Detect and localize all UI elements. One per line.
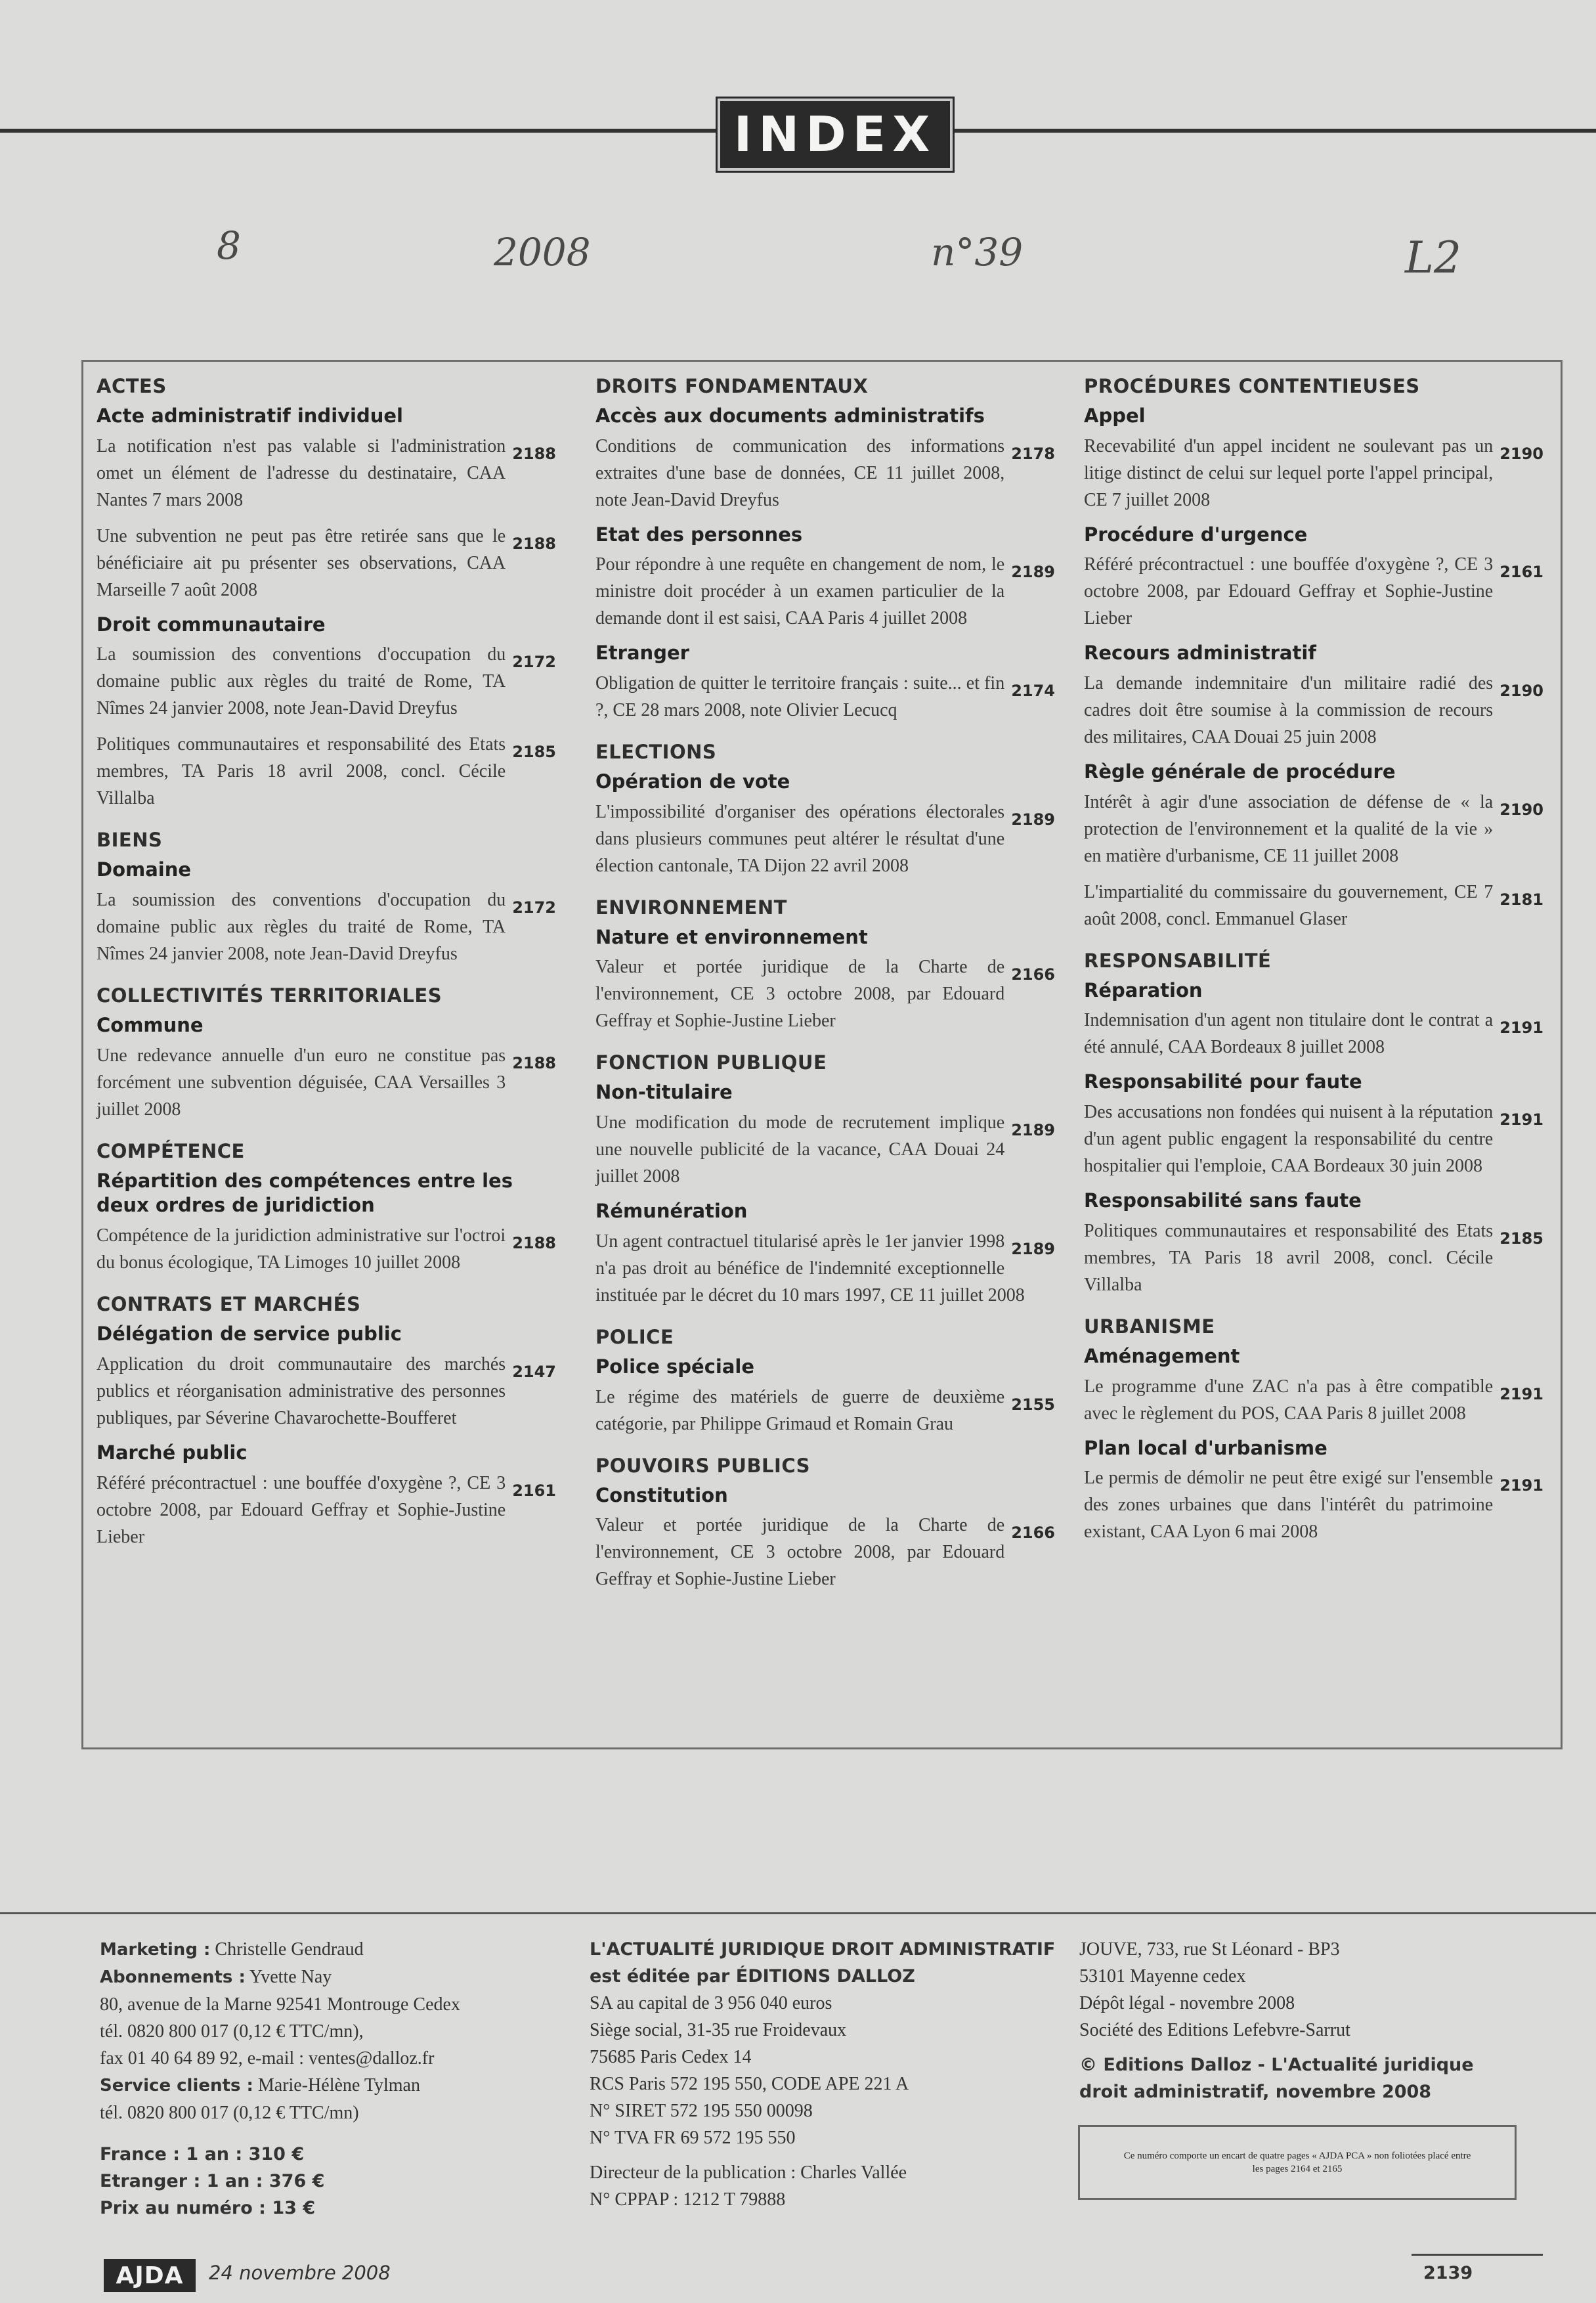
entry-page: 2189 [1011, 810, 1055, 829]
subsection-title: Nature et environnement [595, 925, 868, 948]
subsection-title: Procédure d'urgence [1084, 523, 1308, 546]
index-entry [97, 641, 556, 722]
price-etranger: Etranger : 1 an : 376 € [100, 2171, 325, 2191]
entry-page: 2190 [1499, 682, 1543, 701]
index-entry [1084, 1099, 1543, 1179]
copyright-line-2: droit administratif, novembre 2008 [1079, 2082, 1432, 2102]
index-entry [1084, 1217, 1543, 1298]
footer-publisher [590, 1936, 1062, 2213]
publisher-city: 75685 Paris Cedex 14 [590, 2047, 752, 2067]
entry-page: 2166 [1011, 965, 1055, 984]
printer-depot: Dépôt légal - novembre 2008 [1079, 1993, 1295, 2013]
entry-text: La demande indemnitaire d'un militaire radié des cadres doit être soumise à la commission de recours des militaires, CAA Douai 25 juin 2008 [1084, 673, 1494, 748]
entry-text: Application du droit communautaire des marchés publics et réorganisation administrative des personnes publiques, par Séverine Chavarochette-Boufferet [97, 1353, 506, 1428]
index-column-1 [97, 375, 556, 1560]
index-entry [1084, 879, 1543, 932]
page-number-rule [1412, 2254, 1543, 2256]
entry-text: Politiques communautaires et responsabilité des Etats membres, TA Paris 18 avril 2008, concl. Cécile Villalba [1084, 1220, 1494, 1295]
index-entry [595, 551, 1055, 632]
index-entry [595, 1384, 1055, 1437]
abo-fax: fax 01 40 64 89 92, e-mail : ventes@dalloz.fr [100, 2048, 435, 2069]
index-entry [97, 433, 556, 514]
subsection-title: Acte administratif individuel [97, 405, 403, 427]
index-entry [97, 887, 556, 967]
entry-text: Une modification du mode de recrutement implique une nouvelle publicité de la vacance, CAA Douai 24 juillet 2008 [595, 1112, 1005, 1187]
copyright-line-1: © Editions Dalloz - L'Actualité juridique [1079, 2055, 1474, 2075]
index-entry [1084, 1007, 1543, 1061]
subsection-title: Recours administratif [1084, 642, 1316, 665]
section-title: CONTRATS ET MARCHÉS [97, 1293, 361, 1316]
price-numero: Prix au numéro : 13 € [100, 2198, 316, 2218]
subsection-title: Appel [1084, 405, 1146, 427]
handwritten-ref: L2 [1405, 232, 1461, 283]
index-column-2 [595, 375, 1055, 1602]
section-title: ELECTIONS [595, 741, 717, 764]
entry-text: L'impossibilité d'organiser des opérations électorales dans plusieurs communes peut altérer le résultat d'une élection cantonale, TA Dijon 22 avril 2008 [595, 801, 1005, 876]
entry-text: Politiques communautaires et responsabilité des Etats membres, TA Paris 18 avril 2008, concl. Cécile Villalba [97, 734, 506, 809]
entry-page: 2172 [512, 898, 556, 917]
entry-page: 2189 [1011, 563, 1055, 582]
service-value: Marie-Hélène Tylman [257, 2075, 420, 2095]
entry-page: 2185 [1499, 1229, 1543, 1248]
entry-page: 2188 [512, 444, 556, 463]
price-france: France : 1 an : 310 € [100, 2144, 305, 2164]
entry-text: Le régime des matériels de guerre de deuxième catégorie, par Philippe Grimaud et Romain Grau [595, 1386, 1005, 1434]
entry-text: La soumission des conventions d'occupation du domaine public aux règles du traité de Rome, TA Nîmes 24 janvier 2008, note Jean-David Dreyfus [97, 644, 506, 719]
subsection-title: Aménagement [1084, 1344, 1240, 1367]
entry-page: 2166 [1011, 1524, 1055, 1543]
insert-note: Ce numéro comporte un encart de quatre pages « AJDA PCA » non foliotées placé entre les pages 2164 et 2165 [1123, 2151, 1471, 2174]
index-entry [1084, 789, 1543, 869]
publisher-cppap: N° CPPAP : 1212 T 79888 [590, 2189, 786, 2210]
entry-page: 2190 [1499, 800, 1543, 819]
publisher-rcs: RCS Paris 572 195 550, CODE APE 221 A [590, 2074, 909, 2094]
index-entry [97, 1470, 556, 1550]
entry-text: L'impartialité du commissaire du gouvernement, CE 7 août 2008, concl. Emmanuel Glaser [1084, 881, 1494, 929]
index-column-3 [1084, 375, 1543, 1554]
publisher-siret: N° SIRET 572 195 550 00098 [590, 2101, 813, 2121]
marketing-value: Christelle Gendraud [215, 1939, 364, 1960]
service-tel: tél. 0820 800 017 (0,12 € TTC/mn) [100, 2103, 359, 2123]
entry-page: 2147 [512, 1362, 556, 1381]
index-entry [97, 1042, 556, 1123]
entry-text: Recevabilité d'un appel incident ne soulevant pas un litige distinct de celui sur lequel porte l'appel principal, CE 7 juillet 2008 [1084, 435, 1494, 510]
index-entry [1084, 551, 1543, 632]
footer-rule [0, 1912, 1596, 1914]
entry-text: Pour répondre à une requête en changement de nom, le ministre doit procéder à un examen particulier de la demande dont il est saisi, CAA Paris 4 juillet 2008 [595, 554, 1005, 629]
entry-text: La soumission des conventions d'occupation du domaine public aux règles du traité de Rome, TA Nîmes 24 janvier 2008, note Jean-David Dreyfus [97, 890, 506, 965]
entry-page: 2185 [512, 743, 556, 762]
index-title: INDEX [718, 99, 953, 171]
index-frame [81, 360, 1563, 1749]
index-entry [595, 1512, 1055, 1592]
entry-page: 2191 [1499, 1019, 1543, 1038]
subsection-title: Responsabilité sans faute [1084, 1189, 1362, 1212]
footer-printer [1079, 1936, 1526, 2105]
subsection-title: Plan local d'urbanisme [1084, 1436, 1327, 1459]
entry-page: 2161 [1499, 563, 1543, 582]
section-title: POUVOIRS PUBLICS [595, 1454, 811, 1477]
publisher-siege: Siège social, 31-35 rue Froidevaux [590, 2020, 847, 2040]
section-title: COMPÉTENCE [97, 1139, 245, 1162]
index-entry [595, 799, 1055, 879]
entry-text: Valeur et portée juridique de la Charte de l'environnement, CE 3 octobre 2008, par Edouard Geffray et Sophie-Justine Lieber [595, 957, 1005, 1032]
entry-text: Une subvention ne peut pas être retirée sans que le bénéficiaire ait pu présenter ses observations, CAA Marseille 7 août 2008 [97, 525, 506, 600]
entry-text: Le programme d'une ZAC n'a pas à être compatible avec le règlement du POS, CAA Paris 8 juillet 2008 [1084, 1376, 1494, 1424]
entry-page: 2172 [512, 653, 556, 672]
section-title: BIENS [97, 829, 163, 852]
publisher-capital: SA au capital de 3 956 040 euros [590, 1993, 832, 2013]
entry-text: Référé précontractuel : une bouffée d'oxygène ?, CE 3 octobre 2008, par Edouard Geffray et Sophie-Justine Lieber [97, 1472, 506, 1547]
entry-text: Indemnisation d'un agent non titulaire dont le contrat a été annulé, CAA Bordeaux 8 juillet 2008 [1084, 1010, 1494, 1058]
index-entry [97, 1351, 556, 1432]
footer-contacts [100, 1936, 572, 2222]
page-number: 2139 [1423, 2263, 1473, 2283]
subsection-title: Responsabilité pour faute [1084, 1070, 1362, 1093]
publisher-title: L'ACTUALITÉ JURIDIQUE DROIT ADMINISTRATIF [590, 1939, 1056, 1960]
index-entry [1084, 433, 1543, 514]
index-entry [595, 1228, 1055, 1309]
entry-page: 2189 [1011, 1121, 1055, 1140]
subsection-title: Rémunération [595, 1200, 748, 1223]
subsection-title: Non-titulaire [595, 1081, 733, 1104]
printer-society: Société des Editions Lefebvre-Sarrut [1079, 2020, 1350, 2040]
subsection-title: Droit communautaire [97, 613, 326, 636]
handwritten-year: 2008 [494, 230, 591, 274]
entry-page: 2191 [1499, 1110, 1543, 1130]
ajda-logo: AJDA [104, 2259, 196, 2292]
section-title: POLICE [595, 1325, 674, 1348]
section-title: PROCÉDURES CONTENTIEUSES [1084, 375, 1420, 397]
subsection-title: Etranger [595, 642, 689, 665]
entry-text: Un agent contractuel titularisé après le 1er janvier 1998 n'a pas droit au bénéfice de l'indemnité exceptionnelle instituée par le décret du 10 mars 1997, CE 11 juillet 2008 [595, 1231, 1025, 1305]
abo-tel: tél. 0820 800 017 (0,12 € TTC/mn), [100, 2021, 364, 2042]
entry-text: Conditions de communication des informations extraites d'une base de données, CE 11 juillet 2008, note Jean-David Dreyfus [595, 435, 1005, 510]
subsection-title: Délégation de service public [97, 1323, 402, 1346]
service-label: Service clients : [100, 2076, 253, 2095]
entry-page: 2161 [512, 1481, 556, 1500]
entry-text: Valeur et portée juridique de la Charte de l'environnement, CE 3 octobre 2008, par Edouard Geffray et Sophie-Justine Lieber [595, 1515, 1005, 1590]
index-entry [595, 670, 1055, 724]
subsection-title: Commune [97, 1014, 204, 1037]
section-title: DROITS FONDAMENTAUX [595, 375, 869, 397]
publisher-director: Directeur de la publication : Charles Vallée [590, 2162, 907, 2183]
entry-text: La notification n'est pas valable si l'administration omet un élément de l'adresse du destinataire, CAA Nantes 7 mars 2008 [97, 435, 506, 510]
subsection-title: Accès aux documents administratifs [595, 405, 985, 427]
section-title: COLLECTIVITÉS TERRITORIALES [97, 984, 442, 1007]
section-title: ENVIRONNEMENT [595, 896, 787, 919]
entry-text: Des accusations non fondées qui nuisent à la réputation d'un agent public engagent la responsabilité du centre hospitalier qui l'emploie, CAA Bordeaux 30 juin 2008 [1084, 1102, 1494, 1177]
section-title: FONCTION PUBLIQUE [595, 1051, 827, 1074]
entry-page: 2174 [1011, 682, 1055, 701]
entry-page: 2188 [512, 1053, 556, 1072]
section-title: URBANISME [1084, 1315, 1215, 1338]
subsection-title: Opération de vote [595, 770, 790, 793]
subsection-title: Réparation [1084, 978, 1203, 1001]
entry-page: 2190 [1499, 444, 1543, 463]
entry-text: Intérêt à agir d'une association de défense de « la protection de l'environnement et la qualité de la vie » en matière d'urbanisme, CE 11 juillet 2008 [1084, 791, 1494, 866]
publisher-subtitle: est éditée par ÉDITIONS DALLOZ [590, 1966, 915, 1986]
entry-page: 2191 [1499, 1476, 1543, 1495]
subsection-title: Constitution [595, 1483, 728, 1506]
subsection-title: Règle générale de procédure [1084, 760, 1396, 783]
subsection-title: Etat des personnes [595, 523, 803, 546]
entry-text: Le permis de démolir ne peut être exigé sur l'ensemble des zones urbaines que dans l'intérêt du patrimoine existant, CAA Lyon 6 mai 2008 [1084, 1468, 1494, 1543]
entry-page: 2189 [1011, 1239, 1055, 1258]
index-entry [595, 1109, 1055, 1190]
index-entry [97, 731, 556, 812]
entry-text: Une redevance annuelle d'un euro ne constitue pas forcément une subvention déguisée, CAA Versailles 3 juillet 2008 [97, 1045, 506, 1120]
issue-date: 24 novembre 2008 [209, 2262, 391, 2284]
entry-text: Compétence de la juridiction administrative sur l'octroi du bonus écologique, TA Limoges 10 juillet 2008 [97, 1225, 506, 1273]
abo-address: 80, avenue de la Marne 92541 Montrouge Cedex [100, 1994, 460, 2015]
subsection-title: Répartition des compétences entre les deux ordres de juridiction [97, 1169, 513, 1217]
publisher-tva: N° TVA FR 69 572 195 550 [590, 2128, 796, 2148]
index-entry [97, 523, 556, 603]
section-title: ACTES [97, 375, 167, 397]
entry-page: 2191 [1499, 1384, 1543, 1403]
subsection-title: Marché public [97, 1441, 248, 1464]
abonnements-label: Abonnements : [100, 1967, 246, 1987]
insert-note-box [1078, 2125, 1517, 2200]
printer-name: JOUVE, 733, rue St Léonard - BP3 [1079, 1939, 1340, 1960]
entry-page: 2155 [1011, 1395, 1055, 1414]
index-entry [595, 954, 1055, 1034]
printer-city: 53101 Mayenne cedex [1079, 1966, 1246, 1986]
index-entry [1084, 670, 1543, 751]
handwritten-issue: n°39 [931, 230, 1024, 274]
entry-page: 2188 [512, 1234, 556, 1253]
entry-page: 2188 [512, 534, 556, 553]
handwritten-number: 8 [217, 223, 241, 268]
entry-text: Obligation de quitter le territoire français : suite... et fin ?, CE 28 mars 2008, note Olivier Lecucq [595, 673, 1005, 721]
subsection-title: Police spéciale [595, 1355, 755, 1378]
entry-text: Référé précontractuel : une bouffée d'oxygène ?, CE 3 octobre 2008, par Edouard Geffray et Sophie-Justine Lieber [1084, 554, 1494, 629]
index-entry [1084, 1464, 1543, 1545]
entry-page: 2178 [1011, 444, 1055, 463]
subsection-title: Domaine [97, 858, 192, 881]
abonnements-value: Yvette Nay [249, 1967, 332, 1987]
index-entry [1084, 1373, 1543, 1427]
index-entry [97, 1222, 556, 1276]
entry-page: 2181 [1499, 890, 1543, 909]
section-title: RESPONSABILITÉ [1084, 949, 1272, 972]
index-entry [595, 433, 1055, 514]
marketing-label: Marketing : [100, 1940, 211, 1960]
